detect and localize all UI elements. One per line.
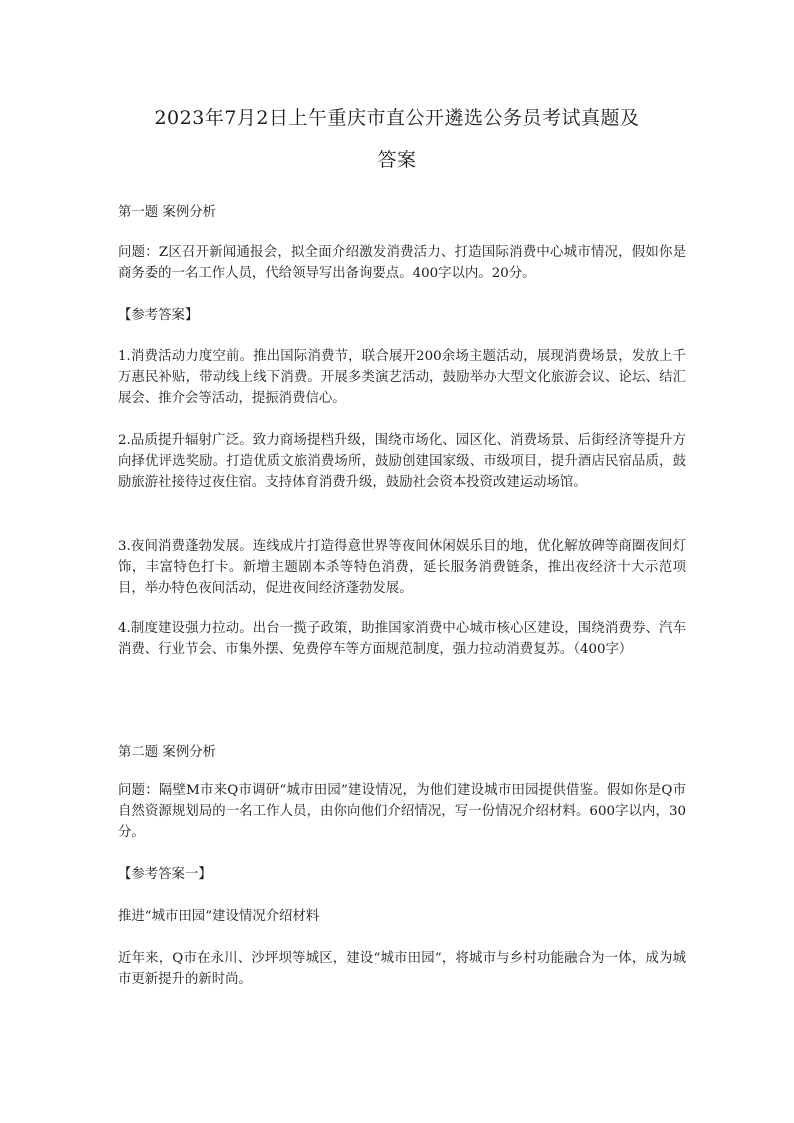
material-title: 推进“城市田园”建设情况介绍材料 (118, 909, 320, 924)
document-title-line-2: 答案 (377, 149, 417, 171)
answer-point-1: 1.消费活动力度空前。推出国际消费节，联合展开200余场主题活动，展现消费场景，发放上千万惠民补贴，带动线上线下消费。开展多类演艺活动，鼓励举办大型文化旅游会议、论坛、结汇展会、推介会等活动，提振消费信心。 (118, 349, 686, 406)
answer-point-3: 3.夜间消费蓬勃发展。连线成片打造得意世界等夜间休闲娱乐目的地，优化解放碑等商圈夜间灯饰，丰富特色打卡。新增主题剧本杀等特色消费，延长服务消费链条，推出夜经济十大示范项目，举办特色夜间活动，促进夜间经济蓬勃发展。 (118, 539, 686, 596)
section-1-heading: 第一题 案例分析 (118, 205, 216, 220)
section-1-answer-label: 【参考答案】 (118, 308, 199, 323)
material-intro: 近年来，Q市在永川、沙坪坝等城区，建设“城市田园”，将城市与乡村功能融合为一体，成为城市更新提升的新时尚。 (118, 951, 686, 987)
section-2-answer-label: 【参考答案一】 (118, 867, 212, 882)
document-title-line-1: 2023年7月2日上午重庆市直公开遴选公务员考试真题及 (154, 107, 640, 129)
section-1-question: 问题：Z区召开新闻通报会，拟全面介绍激发消费活力、打造国际消费中心城市情况，假如你是商务委的一名工作人员，代给领导写出备询要点。400字以内。20分。 (118, 245, 686, 281)
section-2-question: 问题：隔壁M市来Q市调研“城市田园”建设情况，为他们建设城市田园提供借鉴。假如你是Q市自然资源规划局的一名工作人员，由你向他们介绍情况，写一份情况介绍材料。600字以内，30分。 (118, 783, 686, 840)
answer-point-2: 2.品质提升辐射广泛。致力商场提档升级，围绕市场化、园区化、消费场景、后街经济等提升方向择优评选奖励。打造优质文旅消费场所，鼓励创建国家级、市级项目，提升酒店民宿品质，鼓励旅游社接待过夜住宿。支持体育消费升级，鼓励社会资本投资改建运动场馆。 (118, 433, 686, 490)
answer-point-4: 4.制度建设强力拉动。出台一揽子政策，助推国家消费中心城市核心区建设，围绕消费券、汽车消费、行业节会、市集外摆、免费停车等方面规范制度，强力拉动消费复苏。（400字） (118, 621, 686, 657)
section-2-heading: 第二题 案例分析 (118, 745, 216, 760)
